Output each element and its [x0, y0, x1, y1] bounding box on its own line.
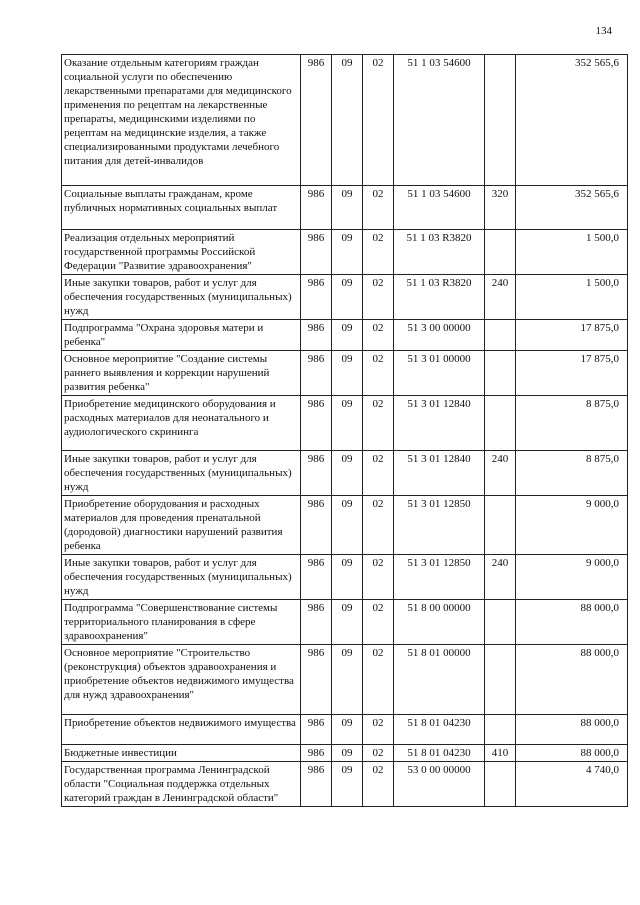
row-name: Подпрограмма "Совершенствование системы территориального планирования в сфере здравоохранения" — [62, 600, 301, 645]
amount: 88 000,0 — [516, 645, 628, 715]
row-name: Реализация отдельных мероприятий государственной программы Российской Федерации "Развитие здравоохранения" — [62, 230, 301, 275]
expense-type-code — [485, 645, 516, 715]
row-name: Оказание отдельным категориям граждан социальной услуги по обеспечению лекарственными препаратами для медицинского применения по рецептам на лекарственные препараты, медицинскими изделиями по рецептам на медицинские изделия, а также специализированными продуктами лечебного питания для детей-инвалидов — [62, 55, 301, 186]
section-code: 09 — [332, 320, 363, 351]
table-row — [62, 275, 628, 320]
subsection-code: 02 — [363, 275, 394, 320]
section-code: 09 — [332, 745, 363, 762]
target-code: 51 3 01 12850 — [394, 496, 485, 555]
table-row — [62, 230, 628, 275]
subsection-code: 02 — [363, 715, 394, 745]
row-name: Основное мероприятие "Строительство (реконструкция) объектов здравоохранения и приобретение объектов недвижимого имущества для нужд здравоохранения" — [62, 645, 301, 715]
target-code: 51 8 01 04230 — [394, 745, 485, 762]
table-row — [62, 496, 628, 555]
row-name: Социальные выплаты гражданам, кроме публичных нормативных социальных выплат — [62, 186, 301, 230]
section-code: 09 — [332, 351, 363, 396]
amount: 88 000,0 — [516, 600, 628, 645]
table-row — [62, 320, 628, 351]
section-code: 09 — [332, 55, 363, 186]
table-row — [62, 451, 628, 496]
ministry-code: 986 — [301, 351, 332, 396]
expense-type-code — [485, 496, 516, 555]
table-row — [62, 186, 628, 230]
expense-type-code — [485, 762, 516, 807]
row-name: Иные закупки товаров, работ и услуг для обеспечения государственных (муниципальных) нужд — [62, 555, 301, 600]
target-code: 51 1 03 R3820 — [394, 230, 485, 275]
table-row — [62, 555, 628, 600]
ministry-code: 986 — [301, 715, 332, 745]
table-body — [62, 55, 628, 807]
ministry-code: 986 — [301, 555, 332, 600]
amount: 4 740,0 — [516, 762, 628, 807]
expense-type-code: 240 — [485, 451, 516, 496]
budget-table — [61, 54, 628, 807]
ministry-code: 986 — [301, 496, 332, 555]
row-name: Основное мероприятие "Создание системы раннего выявления и коррекции нарушений развития ребенка" — [62, 351, 301, 396]
amount: 8 875,0 — [516, 451, 628, 496]
section-code: 09 — [332, 715, 363, 745]
subsection-code: 02 — [363, 320, 394, 351]
target-code: 53 0 00 00000 — [394, 762, 485, 807]
ministry-code: 986 — [301, 745, 332, 762]
subsection-code: 02 — [363, 451, 394, 496]
ministry-code: 986 — [301, 230, 332, 275]
page-number: 134 — [595, 25, 612, 37]
section-code: 09 — [332, 275, 363, 320]
amount: 17 875,0 — [516, 320, 628, 351]
subsection-code: 02 — [363, 600, 394, 645]
ministry-code: 986 — [301, 186, 332, 230]
subsection-code: 02 — [363, 230, 394, 275]
row-name: Государственная программа Ленинградской области "Социальная поддержка отдельных категорий граждан в Ленинградской области" — [62, 762, 301, 807]
target-code: 51 3 01 12850 — [394, 555, 485, 600]
target-code: 51 3 01 12840 — [394, 396, 485, 451]
target-code: 51 8 01 04230 — [394, 715, 485, 745]
amount: 17 875,0 — [516, 351, 628, 396]
expense-type-code: 410 — [485, 745, 516, 762]
row-name: Приобретение объектов недвижимого имущества — [62, 715, 301, 745]
expense-type-code — [485, 320, 516, 351]
row-name: Подпрограмма "Охрана здоровья матери и ребенка" — [62, 320, 301, 351]
expense-type-code — [485, 351, 516, 396]
subsection-code: 02 — [363, 351, 394, 396]
expense-type-code — [485, 396, 516, 451]
amount: 9 000,0 — [516, 555, 628, 600]
amount: 88 000,0 — [516, 715, 628, 745]
section-code: 09 — [332, 600, 363, 645]
target-code: 51 1 03 54600 — [394, 186, 485, 230]
ministry-code: 986 — [301, 396, 332, 451]
target-code: 51 3 01 12840 — [394, 451, 485, 496]
subsection-code: 02 — [363, 55, 394, 186]
table-row — [62, 351, 628, 396]
row-name: Иные закупки товаров, работ и услуг для обеспечения государственных (муниципальных) нужд — [62, 275, 301, 320]
target-code: 51 3 01 00000 — [394, 351, 485, 396]
amount: 352 565,6 — [516, 55, 628, 186]
target-code: 51 8 01 00000 — [394, 645, 485, 715]
row-name: Иные закупки товаров, работ и услуг для обеспечения государственных (муниципальных) нужд — [62, 451, 301, 496]
ministry-code: 986 — [301, 275, 332, 320]
subsection-code: 02 — [363, 396, 394, 451]
amount: 8 875,0 — [516, 396, 628, 451]
expense-type-code — [485, 715, 516, 745]
expense-type-code — [485, 55, 516, 186]
subsection-code: 02 — [363, 645, 394, 715]
target-code: 51 1 03 54600 — [394, 55, 485, 186]
expense-type-code: 240 — [485, 275, 516, 320]
row-name: Бюджетные инвестиции — [62, 745, 301, 762]
section-code: 09 — [332, 186, 363, 230]
section-code: 09 — [332, 396, 363, 451]
amount: 1 500,0 — [516, 230, 628, 275]
target-code: 51 1 03 R3820 — [394, 275, 485, 320]
table-row — [62, 396, 628, 451]
table-row — [62, 715, 628, 745]
amount: 9 000,0 — [516, 496, 628, 555]
target-code: 51 8 00 00000 — [394, 600, 485, 645]
expense-type-code — [485, 230, 516, 275]
table-row — [62, 645, 628, 715]
row-name: Приобретение медицинского оборудования и расходных материалов для неонатального и аудиологического скрининга — [62, 396, 301, 451]
subsection-code: 02 — [363, 496, 394, 555]
amount: 88 000,0 — [516, 745, 628, 762]
amount: 352 565,6 — [516, 186, 628, 230]
expense-type-code: 320 — [485, 186, 516, 230]
section-code: 09 — [332, 555, 363, 600]
subsection-code: 02 — [363, 555, 394, 600]
ministry-code: 986 — [301, 645, 332, 715]
table-row — [62, 745, 628, 762]
section-code: 09 — [332, 645, 363, 715]
ministry-code: 986 — [301, 55, 332, 186]
ministry-code: 986 — [301, 451, 332, 496]
section-code: 09 — [332, 451, 363, 496]
expense-type-code: 240 — [485, 555, 516, 600]
section-code: 09 — [332, 762, 363, 807]
target-code: 51 3 00 00000 — [394, 320, 485, 351]
table-row — [62, 762, 628, 807]
ministry-code: 986 — [301, 762, 332, 807]
table-row — [62, 55, 628, 186]
section-code: 09 — [332, 496, 363, 555]
section-code: 09 — [332, 230, 363, 275]
table-row — [62, 600, 628, 645]
row-name: Приобретение оборудования и расходных материалов для проведения пренатальной (дородовой) диагностики нарушений развития ребенка — [62, 496, 301, 555]
subsection-code: 02 — [363, 745, 394, 762]
expense-type-code — [485, 600, 516, 645]
ministry-code: 986 — [301, 600, 332, 645]
ministry-code: 986 — [301, 320, 332, 351]
subsection-code: 02 — [363, 762, 394, 807]
amount: 1 500,0 — [516, 275, 628, 320]
subsection-code: 02 — [363, 186, 394, 230]
